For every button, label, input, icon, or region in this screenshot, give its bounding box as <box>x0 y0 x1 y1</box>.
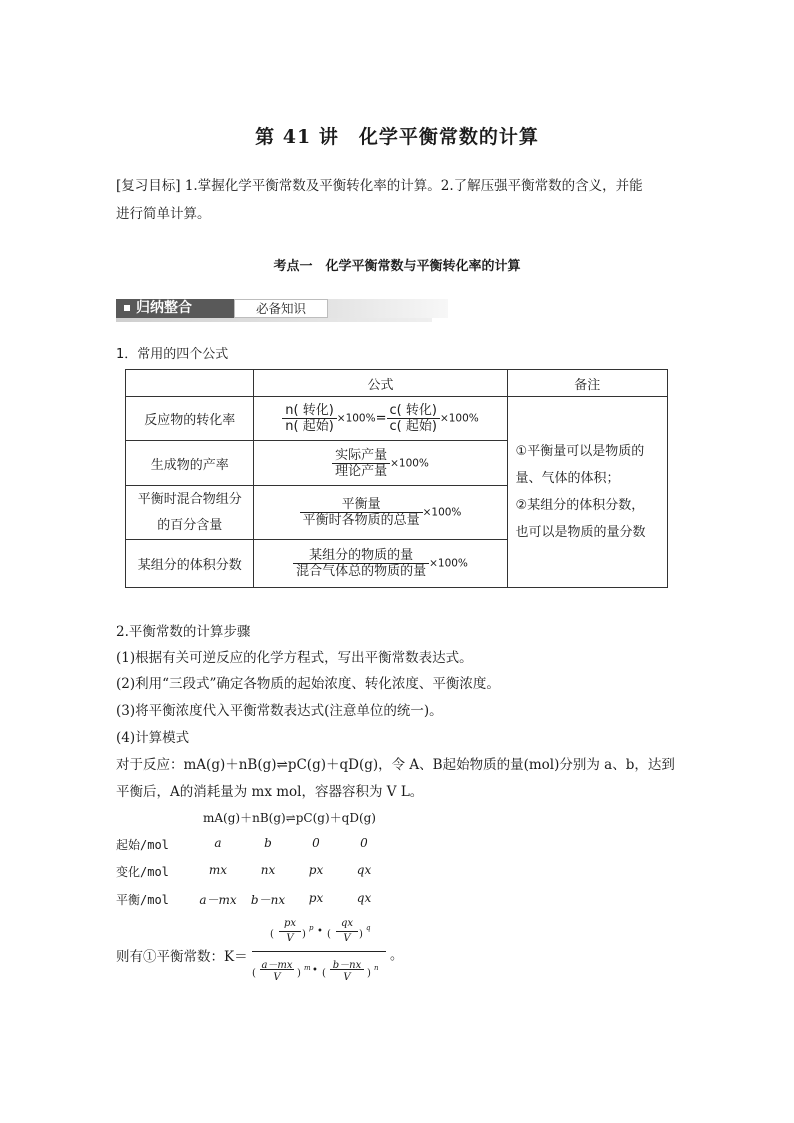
k-num-frac-bottom: V <box>343 933 351 944</box>
fraction <box>387 403 440 434</box>
ice-value: qx <box>356 863 372 877</box>
fraction <box>300 497 423 528</box>
k-end: 。 <box>390 948 404 963</box>
table-row <box>126 397 668 441</box>
times-100: ×100% <box>422 506 462 519</box>
review-goals-label: [复习目标] <box>116 178 181 194</box>
times-100: ×100% <box>429 557 468 570</box>
ice-value: 0 <box>312 836 320 850</box>
row-formula <box>254 540 507 588</box>
ice-value: b <box>264 836 272 850</box>
k-num-exp: p <box>309 924 314 932</box>
fraction-numerator: n( 转化) <box>282 403 337 419</box>
fraction <box>332 448 390 479</box>
k-fraction-bar <box>252 951 386 952</box>
review-goals-line1 <box>116 174 643 194</box>
k-num-frac-top: px <box>283 918 297 929</box>
row-formula <box>254 441 507 486</box>
k-den-frac-top: b－nx <box>332 960 362 971</box>
k-num-exp: q <box>366 924 371 932</box>
note-line: ①平衡量可以是物质的 <box>515 444 645 459</box>
ice-label: 起始/mol <box>116 838 169 852</box>
table-header-formula: 公式 <box>254 370 507 397</box>
step-item: (2)利用“三段式”确定各物质的起始浓度、转化浓度、平衡浓度。 <box>116 676 500 692</box>
ice-value: 0 <box>360 836 368 850</box>
banner-main <box>116 299 234 318</box>
step-item: (1)根据有关可逆反应的化学方程式，写出平衡常数表达式。 <box>116 650 473 666</box>
fraction-denominator: 混合气体总的物质的量 <box>296 564 427 579</box>
mode-text-line1: 对于反应：mA(g)＋nB(g)⇌pC(g)＋qD(g)，令 A、B起始物质的量(mol)分别为 a、b，达到 <box>116 757 675 773</box>
ice-value: px <box>308 891 324 905</box>
section-banner <box>116 299 432 323</box>
row-formula <box>254 397 507 441</box>
k-den-frac-bottom: V <box>273 972 281 983</box>
ice-value: px <box>308 863 324 877</box>
row-name: 反应物的转化率 <box>126 397 254 441</box>
row-name <box>126 486 254 540</box>
times-100: ×100% <box>439 412 479 425</box>
review-goals-line2: 进行简单计算。 <box>116 206 211 222</box>
fraction-numerator: 平衡量 <box>300 497 423 513</box>
times-100: ×100% <box>390 457 429 469</box>
fraction-numerator: 实际产量 <box>332 448 390 464</box>
ice-label: 平衡/mol <box>116 893 169 907</box>
fraction-numerator: 某组分的物质的量 <box>293 548 429 564</box>
banner-sub: 必备知识 <box>234 299 328 318</box>
ice-value: mx <box>208 863 228 877</box>
ice-value: b－nx <box>250 893 286 907</box>
fraction-numerator: c( 转化) <box>387 403 440 419</box>
equals-sign: = <box>375 411 387 426</box>
page-title: 第 41 讲 化学平衡常数的计算 <box>255 126 539 148</box>
fraction-denominator: 理论产量 <box>335 463 388 479</box>
fraction <box>293 548 429 579</box>
table-note <box>507 397 667 588</box>
row-name-line: 的百分含量 <box>157 517 223 533</box>
k-expression: ( px V ) p • ( qx V ) q ( a－mx V ) m • ( b－nx V ) n <box>252 918 390 988</box>
table-header-row <box>126 370 668 397</box>
table-header-note: 备注 <box>507 370 667 397</box>
k-label: 则有①平衡常数：K＝ <box>116 949 248 965</box>
k-den-frac-bottom: V <box>343 972 351 983</box>
k-den-exp: n <box>374 964 379 972</box>
ice-label: 变化/mol <box>116 865 169 879</box>
row-name: 生成物的产率 <box>126 441 254 486</box>
fraction-denominator: n( 起始) <box>285 419 334 434</box>
banner-underline <box>116 318 432 322</box>
row-formula <box>254 486 507 540</box>
ice-value: qx <box>356 891 372 905</box>
k-num-frac-top: qx <box>340 918 354 929</box>
banner-fade <box>328 299 448 318</box>
review-goals-text: 1.掌握化学平衡常数及平衡转化率的计算。2.了解压强平衡常数的含义，并能 <box>184 178 643 194</box>
note-line: 也可以是物质的量分数 <box>515 525 646 540</box>
reaction-equation: mA(g)＋nB(g)⇌pC(g)＋qD(g) <box>203 811 376 825</box>
step-item: (3)将平衡浓度代入平衡常数表达式(注意单位的统一)。 <box>116 703 443 719</box>
note-line: ②某组分的体积分数， <box>515 498 645 513</box>
item1-title: 1．常用的四个公式 <box>116 347 229 362</box>
section-title: 考点一 化学平衡常数与平衡转化率的计算 <box>273 259 521 274</box>
fraction-denominator: c( 起始) <box>389 419 437 434</box>
table-header-cell <box>126 370 254 397</box>
square-icon <box>124 305 130 311</box>
k-den-exp: m <box>304 964 311 972</box>
k-num-frac-bottom: V <box>286 933 294 944</box>
times-100: ×100% <box>336 412 376 425</box>
row-name: 某组分的体积分数 <box>126 540 254 588</box>
note-line: 量、气体的体积； <box>515 471 620 486</box>
step-item: (4)计算模式 <box>116 730 190 746</box>
formula-table <box>125 369 668 588</box>
ice-value: a－mx <box>199 893 237 907</box>
mode-text-line2: 平衡后，A的消耗量为 mx mol，容器容积为 V L。 <box>116 784 424 800</box>
fraction-denominator: 平衡时各物质的总量 <box>302 513 420 528</box>
item2-title: 2.平衡常数的计算步骤 <box>116 624 251 640</box>
banner-main-label: 归纳整合 <box>136 300 192 316</box>
k-den-frac-top: a－mx <box>261 960 293 971</box>
row-name-line: 平衡时混合物组分 <box>137 491 242 507</box>
fraction <box>282 403 337 434</box>
ice-value: nx <box>260 863 276 877</box>
ice-value: a <box>214 836 222 850</box>
